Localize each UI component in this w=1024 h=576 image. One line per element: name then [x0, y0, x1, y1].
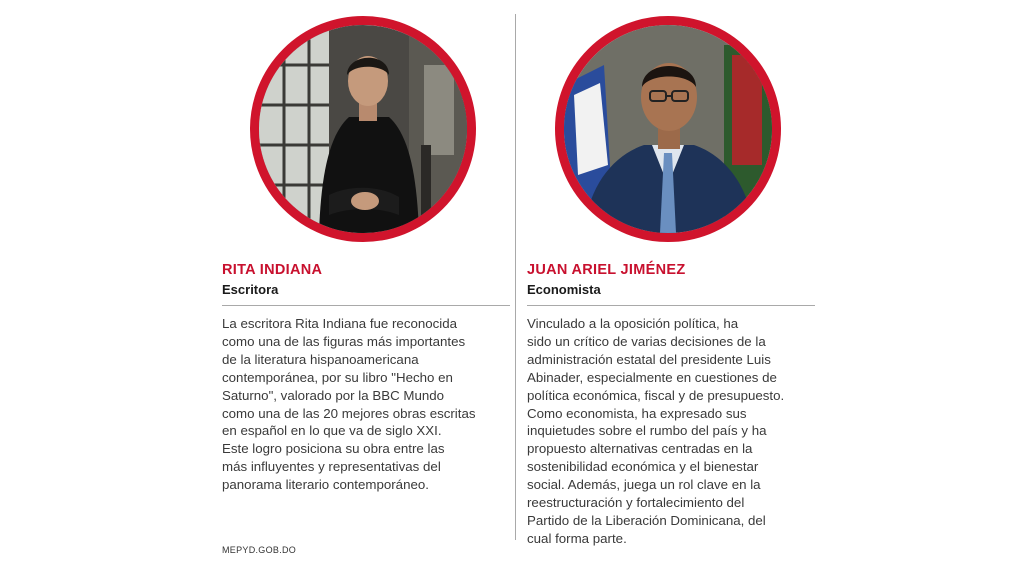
- portrait-juan-ariel-jimenez: [555, 16, 781, 242]
- profile-role: Economista: [527, 282, 601, 297]
- portrait-rita-indiana: [250, 16, 476, 242]
- profile-rule: [527, 305, 815, 306]
- profile-bio: La escritora Rita Indiana fue reconocida como una de las figuras más importantes de la literatura hispanoamericana contemporánea, por su libro "Hecho en Saturno", valorado por la BBC Mundo como una de las 20 mejores obras escritas en español en lo que va de siglo XXI. Este logro posiciona su obra entre las más influyentes y representativas del panorama literario contemporáneo.: [222, 316, 476, 493]
- source-credit: MEPYD.GOB.DO: [222, 545, 297, 555]
- profile-card-left: [222, 262, 512, 494]
- profile-rule: [222, 305, 510, 306]
- profile-name: RITA INDIANA: [222, 262, 323, 278]
- profile-bio: Vinculado a la oposición política, ha sido un crítico de varias decisiones de la administración estatal del presidente Luis Abinader, especialmente en cuestiones de política económica, fiscal y de presupuesto. Como economista, ha expresado sus inquietudes sobre el rumbo del país y ha propuesto alternativas centradas en la sostenibilidad económica y el bienestar social. Además, juega un rol clave en la reestructuración y fortalecimiento del Partido de la Liberación Dominicana, del cual forma parte.: [527, 316, 785, 546]
- profile-role: Escritora: [222, 282, 279, 297]
- profile-name: JUAN ARIEL JIMÉNEZ: [527, 262, 686, 278]
- column-divider: [515, 14, 516, 540]
- profile-card-right: [527, 262, 817, 548]
